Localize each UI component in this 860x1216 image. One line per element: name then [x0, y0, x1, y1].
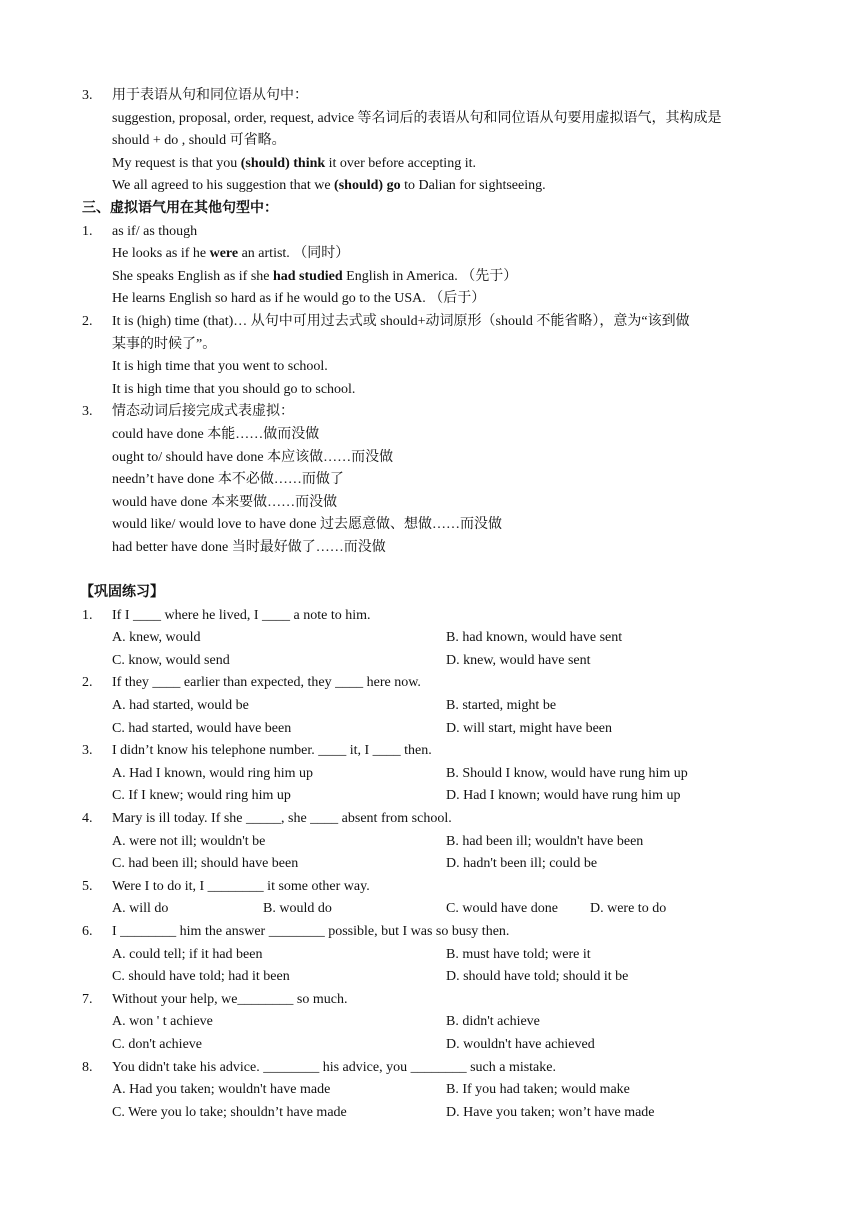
option-c: C. If I knew; would ring him up [112, 788, 291, 804]
practice-heading: 【巩固练习】 [80, 585, 164, 601]
question-text: You didn't take his advice. ________ his advice, you ________ such a mistake. [112, 1059, 556, 1075]
option-c: C. should have told; had it been [112, 969, 290, 985]
item-number: 1. [82, 223, 93, 239]
option-row [0, 944, 860, 967]
example-sentence [0, 243, 860, 266]
section-title: 用于表语从句和同位语从句中： [112, 88, 308, 103]
option-d: D. were to do [590, 901, 667, 917]
option-row [0, 1011, 860, 1034]
option-row [0, 695, 860, 718]
option-d: D. will start, might have been [446, 720, 613, 736]
option-a: A. won ' t achieve [112, 1014, 213, 1030]
question-stem [0, 672, 860, 695]
option-b: B. must have told; were it [446, 946, 591, 962]
option-c: C. Were you lo take; shouldn’t have made [112, 1104, 347, 1120]
list-item [0, 492, 860, 515]
option-c: C. would have done [446, 901, 558, 917]
question-stem [0, 989, 860, 1012]
question-number: 4. [82, 811, 93, 826]
bold-keyword: (should) think [240, 155, 326, 171]
practice-heading-row [0, 582, 860, 605]
option-a: A. had started, would be [112, 698, 249, 714]
paragraph-line [0, 130, 860, 153]
modal-usage: would like/ would love to have done 过去愿意做、想做……而没做 [112, 517, 503, 533]
question-stem [0, 1057, 860, 1080]
item-title-continued: 某事的时候了”。 [112, 336, 217, 352]
question-text: Without your help, we________ so much. [112, 991, 348, 1007]
option-a: A. were not ill; wouldn't be [112, 833, 266, 849]
example-sentence [0, 288, 860, 311]
example-text: English in America. （先于） [342, 268, 518, 284]
option-row [0, 1102, 860, 1125]
bold-keyword: were [209, 246, 239, 262]
modal-usage: could have done 本能……做而没做 [112, 426, 320, 442]
example-text: It is high time that you went to school. [112, 359, 328, 375]
modal-usage: ought to/ should have done 本应该做……而没做 [112, 449, 394, 465]
option-d: D. should have told; should it be [446, 969, 629, 985]
question-number: 3. [82, 743, 93, 759]
question-text: I didn’t know his telephone number. ____ it, I ____ then. [112, 743, 432, 759]
example-text: it over before accepting it. [325, 155, 476, 171]
option-c: C. know, would send [112, 652, 230, 668]
example-text: an artist. （同时） [238, 246, 350, 262]
item-number: 3. [82, 88, 93, 103]
option-c: C. had started, would have been [112, 720, 292, 736]
bold-keyword: (should) go [334, 178, 401, 194]
question-number: 6. [82, 923, 93, 939]
paragraph-text: suggestion, proposal, order, request, advice 等名词后的表语从句和同位语从句要用虚拟语气，其构成是 [112, 110, 722, 126]
example-sentence [0, 356, 860, 379]
option-b: B. Should I know, would have rung him up [446, 765, 688, 781]
option-row [0, 785, 860, 808]
option-d: D. wouldn't have achieved [446, 1036, 595, 1052]
bold-keyword: had studied [272, 268, 343, 284]
question-text: Mary is ill today. If she _____, she ____ absent from school. [112, 811, 452, 826]
option-b: B. had known, would have sent [446, 630, 623, 646]
question-stem [0, 921, 860, 944]
question-text: If they ____ earlier than expected, they ____ here now. [112, 675, 421, 691]
option-row [0, 650, 860, 673]
blank-line [0, 559, 860, 582]
paragraph-text: should + do , should 可省略。 [112, 133, 286, 149]
option-c: C. had been ill; should have been [112, 856, 299, 872]
example-sentence [0, 153, 860, 176]
list-item [0, 469, 860, 492]
option-a: A. Had I known, would ring him up [112, 765, 314, 781]
list-item [0, 424, 860, 447]
list-item [0, 537, 860, 560]
option-b: B. If you had taken; would make [446, 1082, 630, 1098]
example-sentence [0, 379, 860, 402]
item-title-row [0, 401, 860, 424]
option-row [0, 1079, 860, 1102]
option-a: A. will do [112, 901, 169, 917]
option-c: C. don't achieve [112, 1036, 202, 1052]
option-d: D. hadn't been ill; could be [446, 856, 598, 872]
question-text: Were I to do it, I ________ it some other way. [112, 878, 370, 894]
item-title-row [0, 311, 860, 334]
item-number: 3. [82, 404, 93, 420]
part-heading-row [0, 198, 860, 221]
option-row [0, 718, 860, 741]
question-stem [0, 605, 860, 628]
question-stem [0, 876, 860, 899]
item-title-row [0, 221, 860, 244]
list-item [0, 447, 860, 470]
example-text: It is high time that you should go to school. [112, 381, 356, 397]
option-b: B. didn't achieve [446, 1014, 540, 1030]
option-a: A. Had you taken; wouldn't have made [112, 1082, 331, 1098]
question-number: 7. [82, 991, 93, 1007]
option-row [0, 1034, 860, 1057]
item-title: It is (high) time (that)… 从句中可用过去式或 should+动词原形（should 不能省略），意为“该到做 [112, 313, 690, 329]
option-b: B. had been ill; wouldn't have been [446, 833, 644, 849]
example-text: He looks as if he [112, 246, 210, 262]
example-text: She speaks English as if she [112, 268, 273, 284]
item-title: as if/ as though [112, 223, 198, 239]
question-number: 8. [82, 1059, 93, 1075]
paragraph-line [0, 334, 860, 357]
option-d: D. knew, would have sent [446, 652, 591, 668]
option-row [0, 966, 860, 989]
question-stem [0, 808, 860, 831]
question-stem [0, 740, 860, 763]
list-item [0, 514, 860, 537]
option-row [0, 831, 860, 854]
option-b: B. would do [263, 901, 332, 917]
question-text: If I ____ where he lived, I ____ a note to him. [112, 607, 371, 623]
option-b: B. started, might be [446, 698, 557, 714]
section-3-title-row [0, 85, 860, 108]
modal-usage: had better have done 当时最好做了……而没做 [112, 539, 386, 555]
option-a: A. knew, would [112, 630, 201, 646]
item-number: 2. [82, 313, 93, 329]
paragraph-line [0, 108, 860, 131]
question-number: 2. [82, 675, 93, 691]
modal-usage: needn’t have done 本不必做……而做了 [112, 472, 344, 488]
document-page [0, 85, 860, 1124]
question-number: 5. [82, 878, 93, 894]
question-number: 1. [82, 607, 93, 623]
option-d: D. Have you taken; won’t have made [446, 1104, 655, 1120]
option-d: D. Had I known; would have rung him up [446, 788, 681, 804]
part-heading: 三、虚拟语气用在其他句型中： [82, 200, 278, 216]
example-text: My request is that you [112, 155, 241, 171]
option-row [0, 853, 860, 876]
option-row [0, 898, 860, 921]
item-title: 情态动词后接完成式表虚拟： [112, 404, 294, 420]
example-text: to Dalian for sightseeing. [400, 178, 546, 194]
example-text: He learns English so hard as if he would go to the USA. （后于） [112, 291, 486, 307]
option-row [0, 763, 860, 786]
modal-usage: would have done 本来要做……而没做 [112, 494, 338, 510]
example-sentence [0, 175, 860, 198]
example-text: We all agreed to his suggestion that we [112, 178, 335, 194]
option-a: A. could tell; if it had been [112, 946, 263, 962]
example-sentence [0, 266, 860, 289]
option-row [0, 627, 860, 650]
question-text: I ________ him the answer ________ possible, but I was so busy then. [112, 923, 510, 939]
